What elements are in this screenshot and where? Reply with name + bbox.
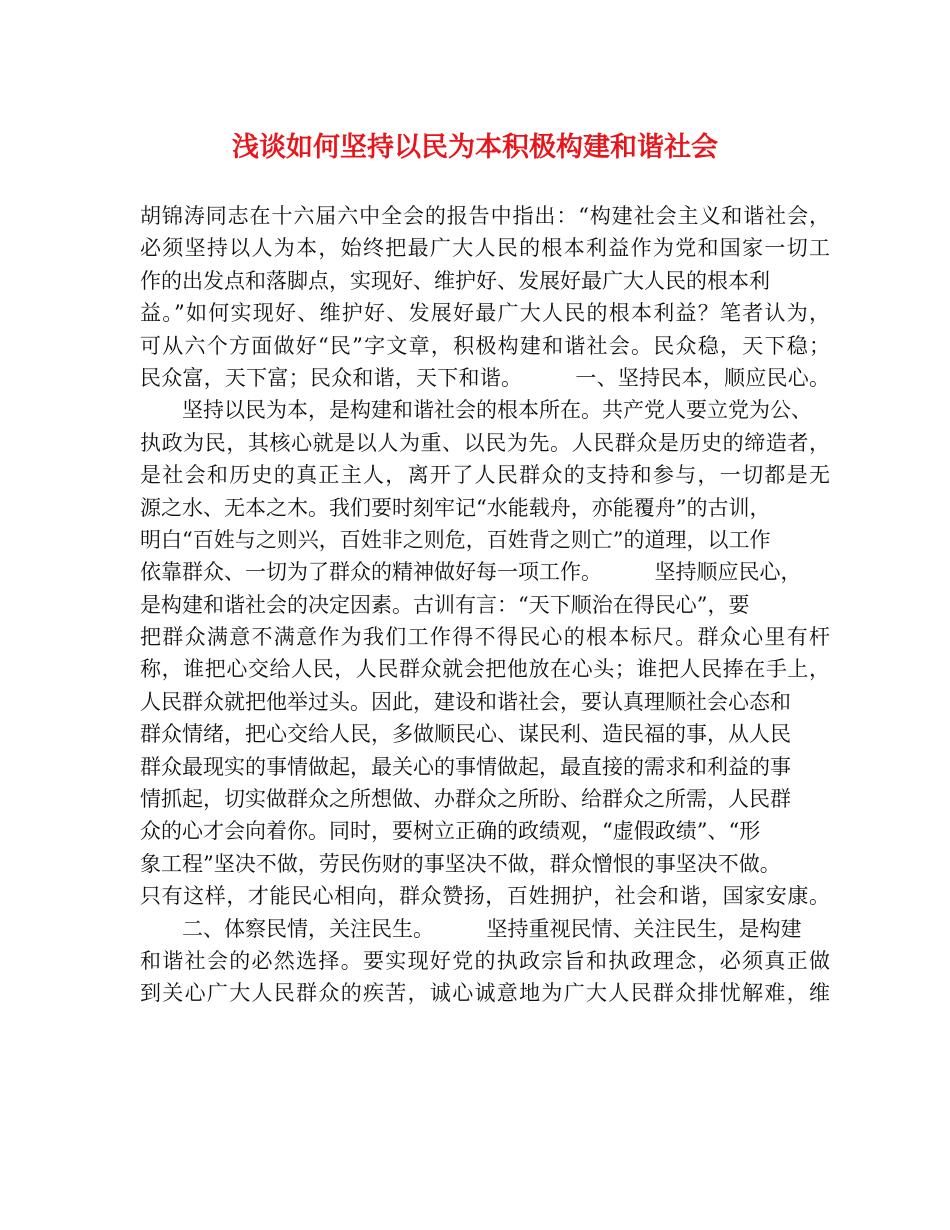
body-line: 只有这样，才能民心相向，群众赞扬，百姓拥护，社会和谐，国家安康。 (140, 884, 830, 909)
body-line: 民众富，天下富；民众和谐，天下和谐。 一、坚持民本，顺应民心。 (140, 365, 830, 390)
document-body (140, 200, 830, 1010)
body-line: 人民群众就把他举过头。因此，建设和谐社会，要认真理顺社会心态和 (140, 689, 791, 714)
body-line: 依靠群众、一切为了群众的精神做好每一项工作。 坚持顺应民心， (140, 560, 802, 585)
body-line: 源之水、无本之木。我们要时刻牢记“水能载舟，亦能覆舟”的古训， (140, 495, 771, 520)
body-line: 作的出发点和落脚点，实现好、维护好、发展好最广大人民的根本利 (140, 268, 770, 293)
body-line: 胡锦涛同志在十六届六中全会的报告中指出：“构建社会主义和谐社会， (140, 204, 830, 228)
body-line: 坚持以民为本，是构建和谐社会的根本所在。共产党人要立党为公、 (182, 398, 812, 423)
body-line: 是构建和谐社会的决定因素。古训有言：“天下顺治在得民心”，要 (140, 592, 750, 617)
body-line: 象工程”坚决不做，劳民伤财的事坚决不做，群众憎恨的事坚决不做。 (140, 851, 781, 876)
body-line: 可从六个方面做好“民”字文章，积极构建和谐社会。民众稳，天下稳； (140, 333, 830, 358)
body-line: 群众情绪，把心交给人民，多做顺民心、谋民利、造民福的事，从人民 (140, 722, 791, 747)
body-line: 必须坚持以人为本，始终把最广大人民的根本利益作为党和国家一切工 (140, 236, 830, 261)
body-line: 二、体察民情，关注民生。 坚持重视民情、关注民生，是构建 (182, 916, 802, 941)
body-line: 执政为民，其核心就是以人为重、以民为先。人民群众是历史的缔造者， (140, 430, 830, 455)
body-line: 到关心广大人民群众的疾苦，诚心诚意地为广大人民群众排忧解难，维 (140, 981, 830, 1006)
body-line: 益。”如何实现好、维护好、发展好最广大人民的根本利益？笔者认为， (140, 301, 830, 326)
body-line: 是社会和历史的真正主人，离开了人民群众的支持和参与，一切都是无 (140, 463, 830, 488)
body-line: 情抓起，切实做群众之所想做、办群众之所盼、给群众之所需，人民群 (140, 787, 791, 812)
body-line: 群众最现实的事情做起，最关心的事情做起，最直接的需求和利益的事 (140, 754, 791, 779)
body-line: 和谐社会的必然选择。要实现好党的执政宗旨和执政理念，必须真正做 (140, 948, 830, 973)
body-line: 明白“百姓与之则兴，百姓非之则危，百姓背之则亡”的道理，以工作 (140, 527, 771, 552)
document-title: 浅谈如何坚持以民为本积极构建和谐社会 (232, 132, 718, 163)
body-line: 称，谁把心交给人民，人民群众就会把他放在心头；谁把人民捧在手上， (140, 657, 830, 682)
body-line: 众的心才会向着你。同时，要树立正确的政绩观，“虚假政绩”、“形 (140, 819, 761, 844)
body-line: 把群众满意不满意作为我们工作得不得民心的根本标尺。群众心里有杆 (140, 625, 830, 650)
